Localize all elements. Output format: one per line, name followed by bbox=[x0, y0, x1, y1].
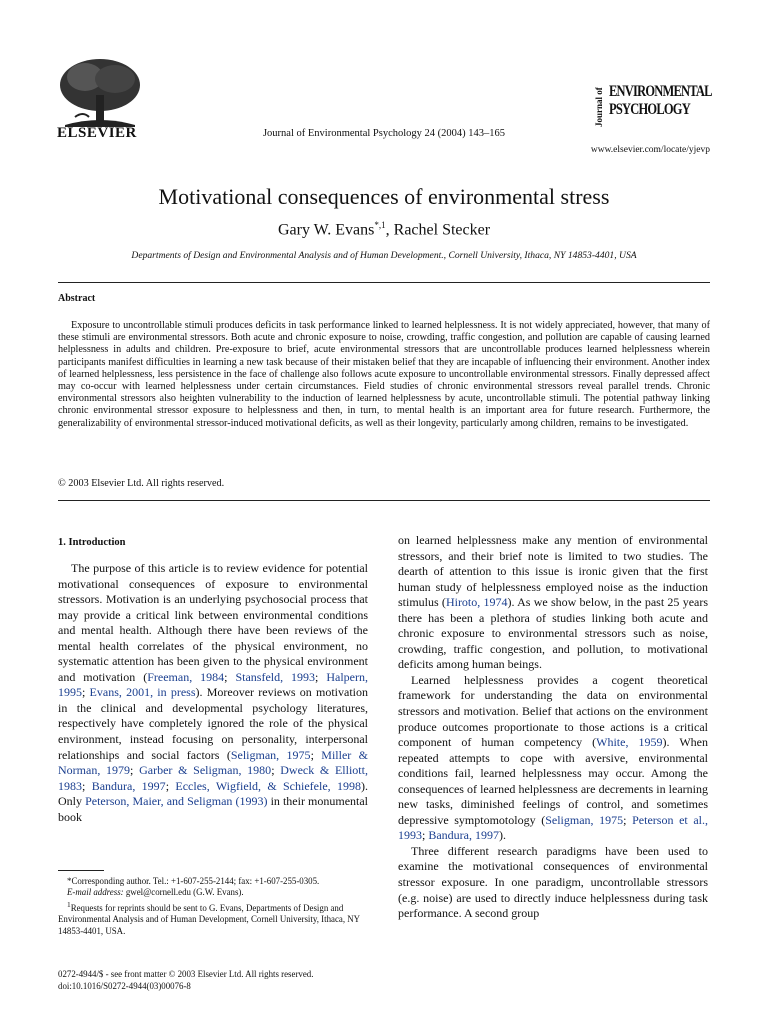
journal-logo-side-text: Journal of bbox=[594, 87, 604, 127]
citation-link[interactable]: Halpern, 1995 bbox=[58, 669, 368, 700]
doi-line[interactable]: doi:10.1016/S0272-4944(03)00076-8 bbox=[58, 981, 191, 991]
section-heading: 1. Introduction bbox=[58, 537, 126, 548]
citation-link[interactable]: Seligman, 1975 bbox=[230, 747, 311, 762]
text-run: ; bbox=[310, 747, 322, 762]
abstract-copyright: © 2003 Elsevier Ltd. All rights reserved. bbox=[58, 478, 225, 489]
citation-link[interactable]: Eccles, Wigfield, & Schiefele, 1998 bbox=[175, 778, 361, 793]
text-run: on learned helplessness make any mention of environmental stressors, and their brief note is limited to two studies. The dearth of attention to this issue is ironic given that the first human study of helplessness employed noise as the induction stimulus ( bbox=[398, 533, 708, 610]
citation-link[interactable]: Peterson et al., 1993 bbox=[398, 812, 709, 843]
author-name[interactable]: Rachel Stecker bbox=[393, 221, 491, 239]
journal-logo bbox=[594, 75, 712, 127]
author-separator: , bbox=[385, 221, 394, 239]
text-run: ; bbox=[82, 685, 90, 700]
citation-link[interactable]: Dweck & Elliott, 1983 bbox=[58, 763, 368, 793]
journal-url-link[interactable]: www.elsevier.com/locate/yjevp bbox=[590, 145, 710, 155]
journal-logo-bottom-text: PSYCHOLOGY bbox=[609, 101, 690, 118]
footnote-divider bbox=[58, 870, 104, 871]
divider bbox=[58, 282, 710, 283]
text-run: ; bbox=[623, 812, 633, 827]
text-run: ; bbox=[315, 669, 327, 684]
front-matter-info bbox=[58, 968, 313, 992]
email-address[interactable]: gwel@cornell.edu (G.W. Evans). bbox=[123, 887, 244, 898]
paragraph bbox=[398, 673, 708, 844]
email-label: E-mail address: bbox=[67, 887, 124, 898]
right-column bbox=[398, 533, 708, 922]
citation-link[interactable]: White, 1959 bbox=[596, 735, 663, 750]
citation-link[interactable]: Evans, 2001, in press bbox=[89, 685, 196, 700]
paragraph bbox=[398, 844, 708, 922]
citation-link[interactable]: Peterson, Maier, and Seligman (1993) bbox=[85, 794, 268, 809]
journal-logo-top-text: ENVIRONMENTAL bbox=[609, 83, 712, 100]
journal-citation-line: Journal of Environmental Psychology 24 (2004) 143–165 bbox=[262, 128, 506, 139]
citation-link[interactable]: Hiroto, 1974 bbox=[445, 595, 508, 610]
text-run: The purpose of this article is to review evidence for potential motivational consequences of exposure to environmental stressors. Motivation is an underlying psychosocial process that may provide a critical link between environmental conditions and mental health. Although there have been reviews of the mental health correlates of the physical environment, no systematic attention has been given to the physical environment and motivation ( bbox=[58, 561, 368, 684]
text-run: ). Moreover reviews on motivation in the clinical and developmental psychology literatures, respectively have completely ignored the role of the physical environment, instead focusing on personality, interpersonal relationships and social factors ( bbox=[58, 685, 368, 762]
footnote-corresponding: *Corresponding author. Tel.: +1-607-255-2144; fax: +1-607-255-0305. bbox=[67, 876, 320, 886]
divider bbox=[58, 500, 710, 501]
text-run: Learned helplessness provides a cogent theoretical framework for understanding the data on environmental stressors and motivation. Belief that actions on the environment produce outcomes proportionate to those actions is a critical component of human competency ( bbox=[398, 672, 708, 750]
text-run: in their monumental book bbox=[58, 794, 369, 824]
footnote-mark: 1 bbox=[67, 899, 71, 909]
text-run: ; bbox=[82, 778, 92, 793]
author-footnote-marks[interactable]: *,1 bbox=[374, 220, 386, 230]
affiliation: Departments of Design and Environmental Analysis and of Human Development., Cornell University, Ithaca, NY 14853-4401, USA bbox=[131, 250, 637, 261]
author-name[interactable]: Gary W. Evans bbox=[277, 221, 375, 239]
text-run: ; bbox=[224, 669, 236, 684]
citation-link[interactable]: Bandura, 1997 bbox=[91, 778, 166, 793]
text-run: Three different research paradigms have been used to examine the motivational consequences of environmental stressor exposure. In one paradigm, uncontrollable stressors (e.g. noise) are used to directly induce helplessness during task performance. A second group bbox=[398, 843, 708, 921]
citation-link[interactable]: Freeman, 1984 bbox=[147, 669, 225, 684]
paragraph bbox=[398, 533, 708, 673]
citation-link[interactable]: Seligman, 1975 bbox=[545, 812, 624, 827]
text-run: ; bbox=[422, 828, 429, 843]
text-run: ). bbox=[499, 828, 506, 843]
footnote-1-text: Requests for reprints should be sent to G. Evans, Departments of Design and Environmental Analysis and of Human Development, Cornell University, Ithaca, NY 14853-4401, USA. bbox=[58, 902, 360, 936]
abstract-text: Exposure to uncontrollable stimuli produces deficits in task performance linked to learned helplessness. It is not widely appreciated, however, that many of these stimuli are environmental stressors. Both acute and chronic exposure to noise, crowding, traffic congestion, and pollution are capable of causing learned helplessness in adults and children. Pre-exposure to brief, acute environmental stressors that are uncontrollable produces learned helplessness wherein participants manifest difficulties in learning a new task because of their mistaken belief that they are incapable of influencing their environment. Another index of learned helplessness, less persistence in the face of challenge also follows acute exposure to uncontrollable environmental stressors. Finally depressed affect may co-occur with learned helplessness under certain circumstances. Field studies of chronic environmental stressors reveal parallel trends. Chronic environmental stressors also heighten vulnerability to the induction of learned helplessness by acute, uncontrollable stimuli. The potential pathway linking chronic environmental stressor exposure to helplessness and then, in turn, to mental health is an important area for future research. Furthermore, the generalizability of environmental stressor-induced motivational deficits, as well as their longevity, particularly among children, remains to be investigated. bbox=[58, 320, 710, 429]
publisher-name: ELSEVIER bbox=[57, 125, 137, 141]
text-run: ; bbox=[271, 763, 281, 778]
left-column bbox=[58, 561, 368, 825]
issn-line: 0272-4944/$ - see front matter © 2003 Elsevier Ltd. All rights reserved. bbox=[58, 969, 314, 979]
footnote-1 bbox=[58, 899, 368, 937]
article-title: Motivational consequences of environmental stress bbox=[158, 184, 610, 209]
paragraph bbox=[58, 561, 368, 825]
citation-link[interactable]: Stansfeld, 1993 bbox=[235, 669, 316, 684]
citation-link[interactable]: Miller & Norman, 1979 bbox=[58, 747, 369, 778]
text-run: ). As we show below, in the past 25 years there has been a plethora of studies linking both acute and chronic exposure to environmental stressors such as noise, crowding, traffic congestion, and pollution, to motivational deficits among human beings. bbox=[398, 595, 709, 672]
abstract-heading: Abstract bbox=[58, 293, 96, 304]
footnote-email bbox=[58, 887, 368, 898]
author-line bbox=[0, 220, 768, 239]
text-run: ). Only bbox=[58, 778, 368, 809]
footnotes bbox=[58, 876, 368, 937]
text-run: ). When repeated attempts to cope with aversive, environmental conditions fail, learned helplessness may occur. Among the consequences of learned helplessness are decrements in learning new tasks, diminished feelings of control, and sometimes depressive symptomotology ( bbox=[398, 735, 708, 827]
text-run: ; bbox=[165, 778, 176, 793]
text-run: ; bbox=[130, 763, 140, 778]
citation-link[interactable]: Garber & Seligman, 1980 bbox=[139, 763, 272, 778]
citation-link[interactable]: Bandura, 1997 bbox=[428, 828, 499, 843]
